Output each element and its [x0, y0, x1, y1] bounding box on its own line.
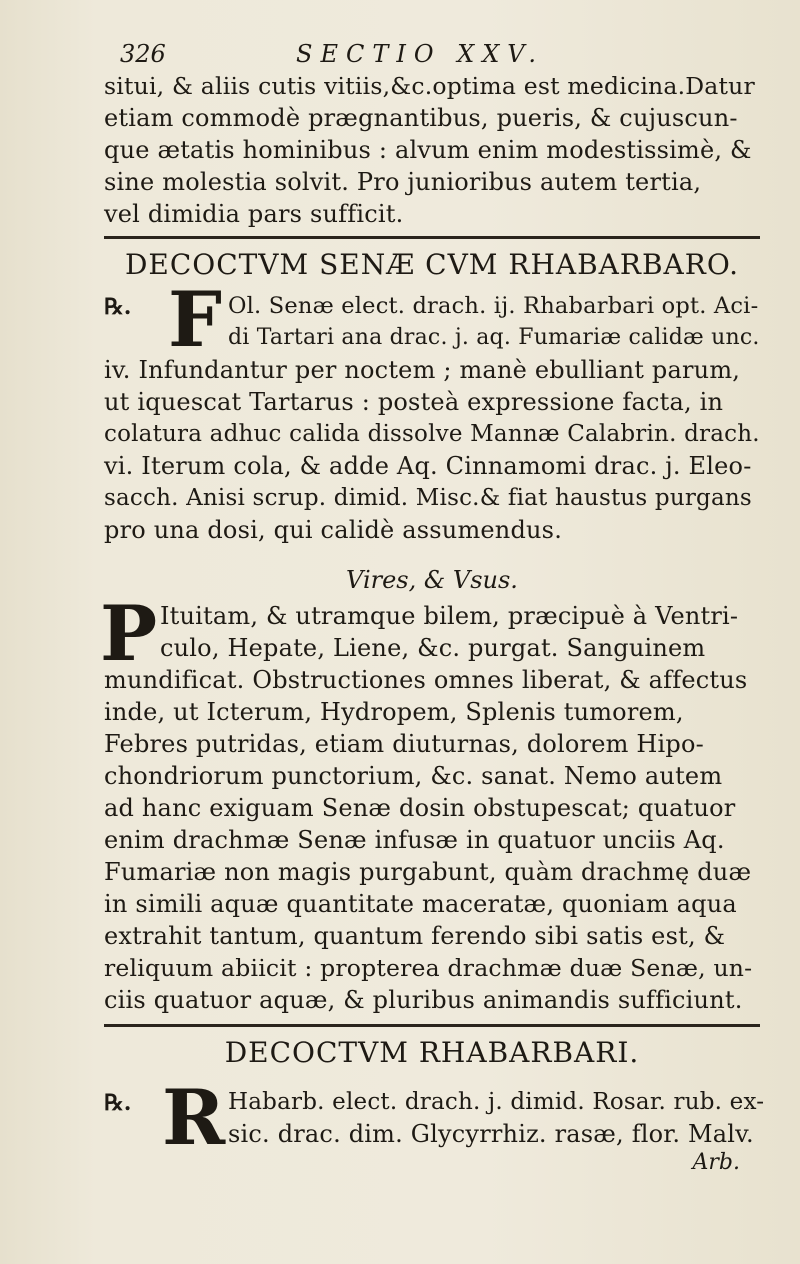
- drop-initial: F: [168, 275, 222, 364]
- body-line: chondriorum punctorium, &c. sanat. Nemo autem: [104, 762, 723, 790]
- drop-initial: R: [162, 1073, 226, 1162]
- section-title: SECTIO XXV.: [296, 40, 545, 68]
- recipe-line: vi. Iterum cola, & adde Aq. Cinnamomi drac. j. Eleo-: [104, 452, 752, 480]
- recipe-line: Habarb. elect. drach. j. dimid. Rosar. rub. ex-: [228, 1089, 765, 1115]
- recipe-line: Ol. Senæ elect. drach. ij. Rhabarbari opt. Aci-: [228, 293, 759, 319]
- intro-line: sine molestia solvit. Pro junioribus autem tertia,: [104, 168, 702, 196]
- body-line: Ituitam, & utramque bilem, præcipuè à Ventri-: [160, 602, 739, 630]
- body-line: ad hanc exiguam Senæ dosin obstupescat; quatuor: [104, 794, 736, 822]
- recipe-line: di Tartari ana drac. j. aq. Fumariæ calidæ unc.: [228, 325, 760, 350]
- intro-line: etiam commodè prægnantibus, pueris, & cujuscun-: [104, 104, 738, 132]
- body-line: Febres putridas, etiam diuturnas, dolorem Hipo-: [104, 730, 704, 758]
- recipe-line: pro una dosi, qui calidè assumendus.: [104, 516, 563, 544]
- body-line: extrahit tantum, quantum ferendo sibi satis est, &: [104, 922, 726, 950]
- recipe-line: colatura adhuc calida dissolve Mannæ Calabrin. drach.: [104, 421, 760, 447]
- body-line: Fumariæ non magis purgabunt, quàm drachmę duæ: [104, 858, 752, 886]
- body-line: ciis quatuor aquæ, & pluribus animandis sufficiunt.: [104, 986, 743, 1014]
- drop-initial: P: [100, 589, 158, 678]
- section-rule: [104, 236, 760, 239]
- body-line: inde, ut Icterum, Hydropem, Splenis tumorem,: [104, 698, 684, 726]
- page-header: [120, 40, 760, 74]
- body-line: culo, Hepate, Liene, &c. purgat. Sanguinem: [160, 634, 706, 662]
- page-number: 326: [120, 40, 166, 68]
- body-line: in simili aquæ quantitate maceratæ, quoniam aqua: [104, 890, 737, 918]
- recipe-line: iv. Infundantur per noctem ; manè ebulliant parum,: [104, 356, 741, 384]
- intro-line: que ætatis hominibus : alvum enim modestissimè, &: [104, 136, 752, 164]
- intro-line: situi, & aliis cutis vitiis,&c.optima est medicina.Datur: [104, 72, 755, 100]
- recipe-title: DECOCTVM RHABARBARI.: [224, 1036, 640, 1069]
- intro-line: vel dimidia pars sufficit.: [104, 200, 404, 228]
- recipe-line: sic. drac. dim. Glycyrrhiz. rasæ, flor. Malv.: [228, 1120, 754, 1148]
- recipe-title: DECOCTVM SENÆ CVM RHABARBARO.: [124, 248, 740, 281]
- recipe-line: sacch. Anisi scrup. dimid. Misc.& fiat haustus purgans: [104, 485, 752, 511]
- catchword: Arb.: [692, 1150, 740, 1175]
- subheading: Vires, & Vsus.: [346, 566, 518, 594]
- recipe-line: ut iquescat Tartarus : posteà expressione facta, in: [104, 388, 724, 416]
- rx-symbol: ℞.: [104, 1090, 132, 1116]
- rx-symbol: ℞.: [104, 294, 132, 320]
- body-line: reliquum abiicit : propterea drachmæ duæ Senæ, un-: [104, 954, 753, 982]
- section-rule: [104, 1024, 760, 1027]
- body-line: enim drachmæ Senæ infusæ in quatuor unciis Aq.: [104, 826, 725, 854]
- body-line: mundificat. Obstructiones omnes liberat, & affectus: [104, 666, 748, 694]
